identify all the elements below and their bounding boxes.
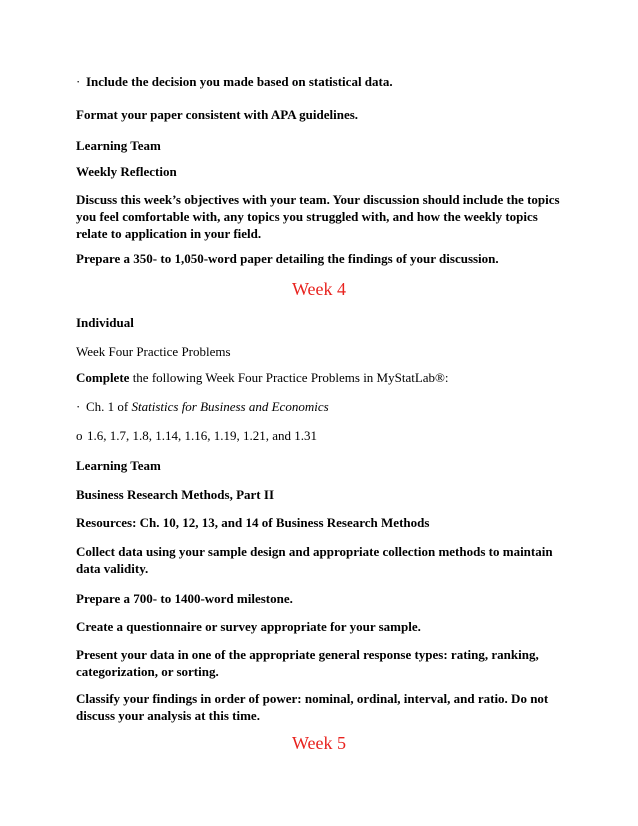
bullet-dot: · xyxy=(76,399,81,414)
practice-problems-title: Week Four Practice Problems xyxy=(76,344,231,359)
book-title: Statistics for Business and Economics xyxy=(131,399,329,414)
learning-team-heading: Learning Team xyxy=(76,138,161,153)
prepare-paper-line: Prepare a 350- to 1,050-word paper detailing the findings of your discussion. xyxy=(76,251,499,266)
collect-data-paragraph: Collect data using your sample design and appropriate collection methods to maintain data validity. xyxy=(76,544,553,576)
individual-heading: Individual xyxy=(76,315,134,330)
decision-text: Include the decision you made based on statistical data. xyxy=(86,74,393,89)
classify-paragraph: Classify your findings in order of power: nominal, ordinal, interval, and ratio. Do not discuss your analysis at this time. xyxy=(76,691,549,723)
brm-part-2-heading: Business Research Methods, Part II xyxy=(76,487,275,502)
chapter-bullet-item xyxy=(76,398,566,415)
learning-team-heading-2: Learning Team xyxy=(76,458,161,473)
questionnaire-line: Create a questionnaire or survey appropriate for your sample. xyxy=(76,619,421,634)
week-4-heading: Week 4 xyxy=(291,279,347,299)
complete-bold: Complete xyxy=(76,370,130,385)
resources-line: Resources: Ch. 10, 12, 13, and 14 of Business Research Methods xyxy=(76,515,430,530)
decision-bullet-item xyxy=(76,73,566,90)
discuss-paragraph: Discuss this week’s objectives with your team. Your discussion should include the topics you feel comfortable with, any topics you struggled with, and how the weekly topics relate to application in your field. xyxy=(76,192,560,241)
problems-list: 1.6, 1.7, 1.8, 1.14, 1.16, 1.19, 1.21, and 1.31 xyxy=(87,428,318,443)
apa-format-line: Format your paper consistent with APA guidelines. xyxy=(76,107,359,122)
o-bullet: o xyxy=(76,428,83,443)
complete-instruction xyxy=(76,369,566,386)
present-data-paragraph: Present your data in one of the appropriate general response types: rating, ranking, categorization, or sorting. xyxy=(76,647,539,679)
milestone-line: Prepare a 700- to 1400-word milestone. xyxy=(76,591,293,606)
week-5-heading: Week 5 xyxy=(291,733,347,753)
problems-list-item xyxy=(76,427,566,444)
chapter-prefix: Ch. 1 of xyxy=(86,399,132,414)
bullet-dot: · xyxy=(76,74,81,89)
complete-rest: the following Week Four Practice Problems in MyStatLab®: xyxy=(129,370,449,385)
weekly-reflection-heading: Weekly Reflection xyxy=(76,164,177,179)
